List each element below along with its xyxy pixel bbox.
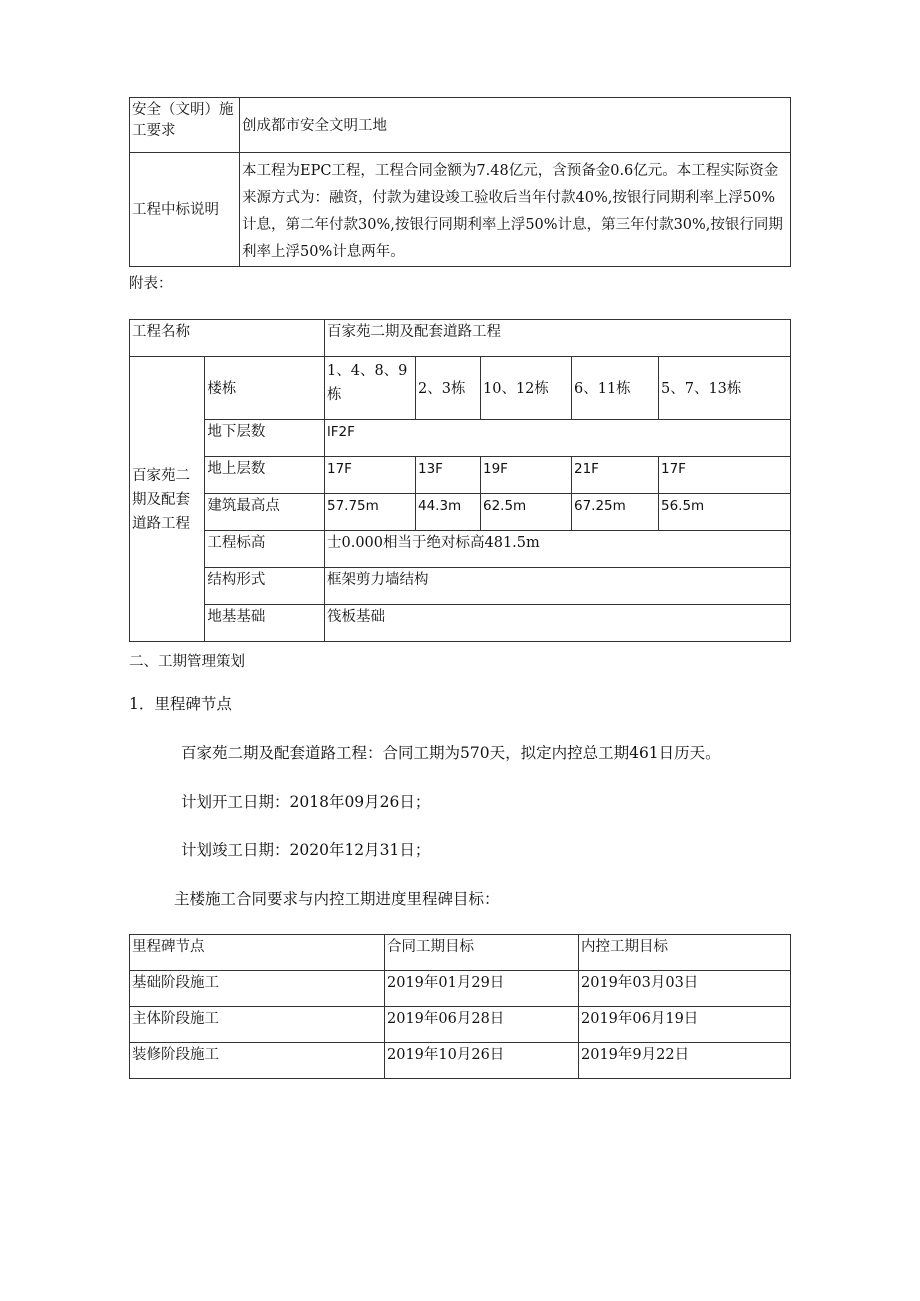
paragraph: 主楼施工合同要求与内控工期进度里程碑目标： [174, 890, 500, 908]
header-cell: 合同工期目标 [385, 935, 579, 971]
building-cell: 5、7、13栋 [659, 357, 791, 420]
paragraph: 计划竣工日期：2020年12月31日； [181, 841, 431, 859]
table-cell: 装修阶段施工 [130, 1043, 385, 1079]
table-cell: 2019年01月29日 [385, 971, 579, 1007]
safety-value: 创成都市安全文明工地 [240, 98, 791, 153]
table-cell: 2019年10月26日 [385, 1043, 579, 1079]
above-cell: 21F [572, 457, 659, 494]
table-row [130, 1043, 791, 1079]
table-cell: 基础阶段施工 [130, 971, 385, 1007]
building-label: 楼栋 [205, 357, 325, 420]
table-row [130, 568, 791, 605]
height-cell: 67.25m [572, 494, 659, 531]
underground-value: lF2F [325, 420, 791, 457]
table-row [130, 1007, 791, 1043]
building-cell: 2、3栋 [416, 357, 481, 420]
table-row [130, 531, 791, 568]
height-label: 建筑最高点 [205, 494, 325, 531]
above-cell: 17F [659, 457, 791, 494]
milestone-table [129, 934, 791, 1079]
table-row [130, 457, 791, 494]
above-cell: 13F [416, 457, 481, 494]
bid-label: 工程中标说明 [130, 153, 240, 267]
section-title: 二、工期管理策划 [129, 654, 245, 670]
above-label: 地上层数 [205, 457, 325, 494]
header-cell: 内控工期目标 [579, 935, 791, 971]
table-row [130, 98, 791, 153]
foundation-value: 筏板基础 [325, 605, 791, 642]
header-cell: 里程碑节点 [130, 935, 385, 971]
paragraph: 百家苑二期及配套道路工程：合同工期为570天，拟定内控总工期461日历天。 [181, 744, 721, 762]
table-header-row [130, 935, 791, 971]
safety-label: 安全（文明）施工要求 [130, 98, 240, 153]
height-cell: 56.5m [659, 494, 791, 531]
table-row [130, 971, 791, 1007]
project-table [129, 319, 791, 642]
building-cell: 10、12栋 [481, 357, 572, 420]
underground-label: 地下层数 [205, 420, 325, 457]
appendix-label: 附表： [129, 276, 173, 292]
foundation-label: 地基基础 [205, 605, 325, 642]
table-cell: 2019年06月19日 [579, 1007, 791, 1043]
structure-value: 框架剪力墙结构 [325, 568, 791, 605]
paragraph: 计划开工日期：2018年09月26日； [181, 793, 431, 811]
bid-value: 本工程为EPC工程，工程合同金额为7.48亿元，含预备金0.6亿元。本工程实际资金来源方式为：融资，付款为建设竣工验收后当年付款40%,按银行同期利率上浮50%计息，第二年付款30%,按银行同期利率上浮50%计息，第三年付款30%,按银行同期利率上浮50%计息两年。 [240, 153, 791, 267]
table-cell: 主体阶段施工 [130, 1007, 385, 1043]
subsection-title: 1．里程碑节点 [129, 695, 232, 713]
height-cell: 44.3m [416, 494, 481, 531]
structure-label: 结构形式 [205, 568, 325, 605]
info-table [129, 97, 791, 267]
table-cell: 2019年03月03日 [579, 971, 791, 1007]
project-name-value: 百家苑二期及配套道路工程 [325, 320, 791, 357]
table-row [130, 357, 791, 420]
table-cell: 2019年9月22日 [579, 1043, 791, 1079]
building-cell: 1、4、8、9栋 [325, 357, 416, 420]
table-row [130, 494, 791, 531]
building-cell: 6、11栋 [572, 357, 659, 420]
elevation-value: 士0.000相当于绝对标高481.5m [325, 531, 791, 568]
above-cell: 17F [325, 457, 416, 494]
project-name-label: 工程名称 [130, 320, 325, 357]
table-row [130, 420, 791, 457]
table-cell: 2019年06月28日 [385, 1007, 579, 1043]
project-group-label: 百家苑二期及配套道路工程 [130, 357, 205, 642]
table-row [130, 153, 791, 267]
table-row [130, 605, 791, 642]
height-cell: 57.75m [325, 494, 416, 531]
above-cell: 19F [481, 457, 572, 494]
elevation-label: 工程标高 [205, 531, 325, 568]
height-cell: 62.5m [481, 494, 572, 531]
table-row [130, 320, 791, 357]
